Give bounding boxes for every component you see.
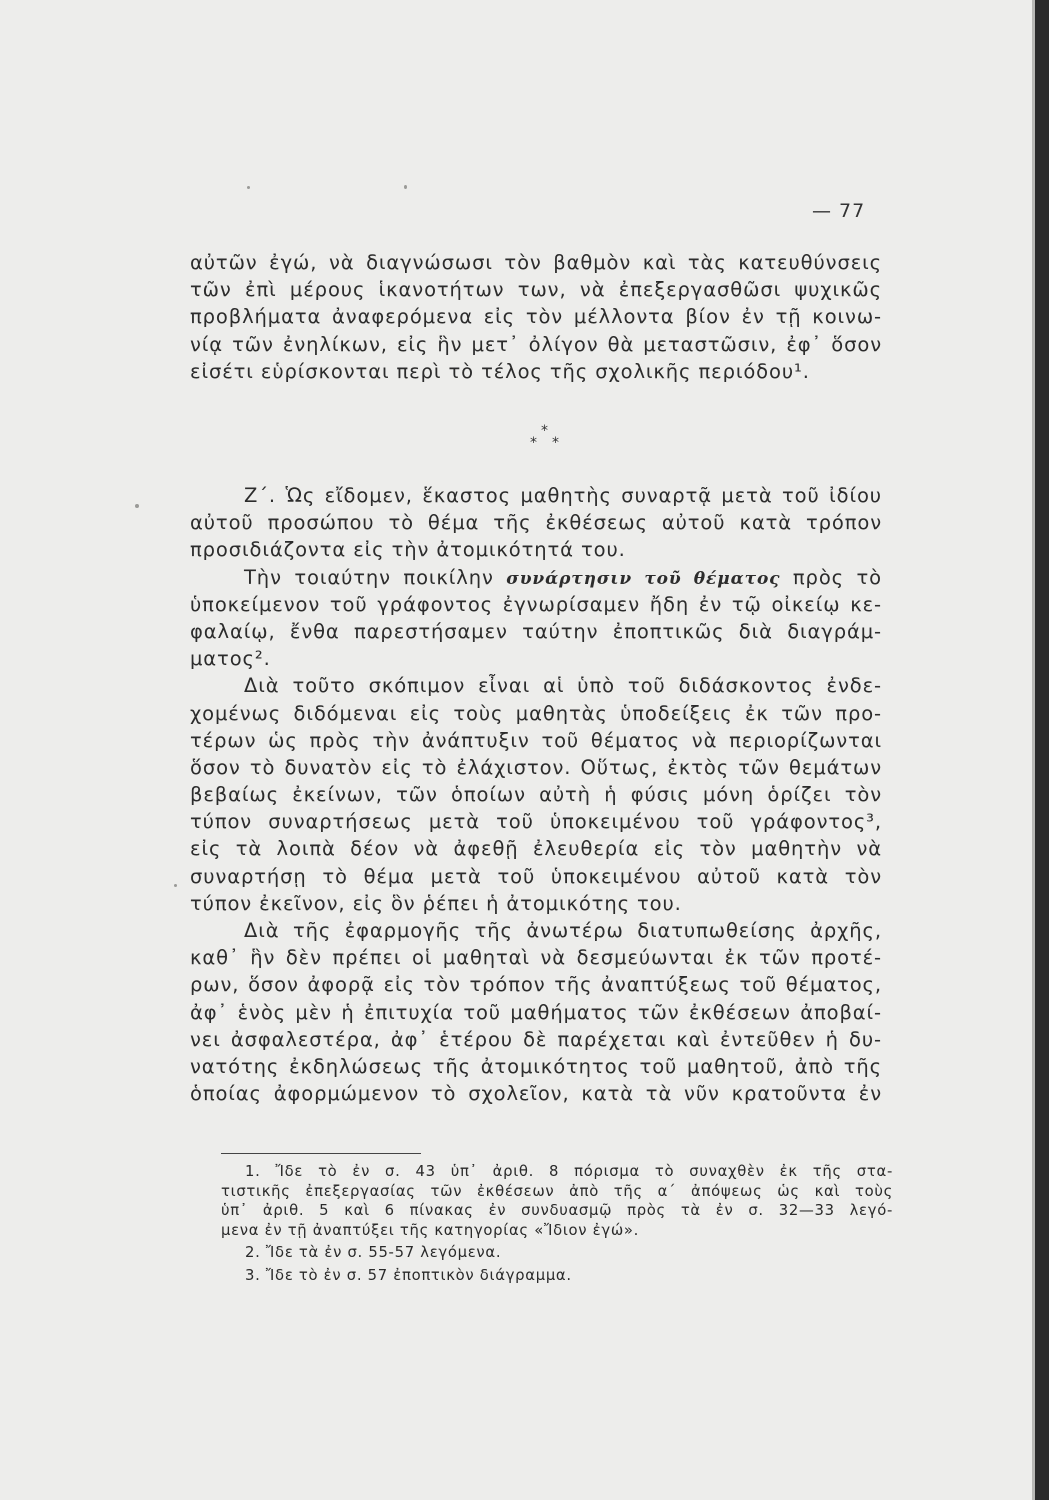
text-line: χομένως διδόμεναι εἰς τοὺς μαθητὰς ὑποδείξεις ἐκ τῶν προ- [190,701,882,725]
text-line: αὐτοῦ προσώπου τὸ θέμα τῆς ἐκθέσεως αὐτοῦ κατὰ τρόπον [190,511,882,535]
text-line: νει ἀσφαλεστέρα, ἀφ᾿ ἑτέρου δὲ παρέχεται καὶ ἐντεῦθεν ἡ δυ- [190,1027,882,1051]
text-line: τέρων ὡς πρὸς τὴν ἀνάπτυξιν τοῦ θέματος νὰ περιορίζωνται [190,728,882,752]
text-line: καθ᾿ ἣν δὲν πρέπει οἱ μαθηταὶ νὰ δεσμεύωνται ἐκ τῶν προτέ- [190,946,882,970]
text-line: εἰσέτι εὑρίσκονται περὶ τὸ τέλος τῆς σχολικῆς περιόδου¹. [190,359,810,383]
text-line: ματος². [190,647,271,671]
text-line: αὐτῶν ἐγώ, νὰ διαγνώσωσι τὸν βαθμὸν καὶ τὰς κατευθύνσεις [190,251,882,274]
asterism-star: * [541,423,548,439]
text-line: συναρτήσῃ τὸ θέμα μετὰ τοῦ ὑποκειμένου αὐτοῦ κατὰ τὸν [190,864,882,888]
section-z [190,482,882,1107]
text-line: Ζ΄. Ὡς εἴδομεν, ἕκαστος μαθητὴς συναρτᾷ μετὰ τοῦ ἰδίου [244,484,882,507]
text-line: εἰς τὰ λοιπὰ δέον νὰ ἀφεθῇ ἐλευθερία εἰς τὸν μαθητὴν νὰ [190,837,882,861]
text-line: προβλήματα ἀναφερόμενα εἰς τὸν μέλλοντα βίον ἐν τῇ κοινω- [190,305,882,329]
text-line: τύπον συναρτήσεως μετὰ τοῦ ὑποκειμένου τοῦ γράφοντος³, [190,810,882,834]
asterism-divider [528,423,568,459]
text-line: ὑποκείμενον τοῦ γράφοντος ἐγνωρίσαμεν ἤδη ἐν τῷ οἰκείῳ κε- [190,592,882,616]
text-line: ὅσον τὸ δυνατὸν εἰς τὸ ἐλάχιστον. Οὕτως, ἐκτὸς τῶν θεμάτων [190,755,882,779]
text-line: προσιδιάζοντα εἰς τὴν ἀτομικότητά του. [190,538,626,562]
asterism-star: * [552,435,559,451]
footnote-line: μενα ἐν τῇ ἀναπτύξει τῆς κατηγορίας «Ἴδιον ἐγώ». [221,1221,640,1239]
text-line: ἀφ᾿ ἑνὸς μὲν ἡ ἐπιτυχία τοῦ μαθήματος τῶν ἐκθέσεων ἀποβαί- [190,1000,882,1024]
text-line: νατότης ἐκδηλώσεως τῆς ἀτομικότητος τοῦ μαθητοῦ, ἀπὸ τῆς [190,1054,882,1078]
footnote-line: ὑπ᾿ ἀριθ. 5 καὶ 6 πίνακας ἐν συνδυασμῷ πρὸς τὰ ἐν σ. 32—33 λεγό- [221,1202,893,1219]
footnote-line: τιστικῆς ἐπεξεργασίας τῶν ἐκθέσεων ἀπὸ τῆς α΄ ἀπόψεως ὡς καὶ τοὺς [221,1182,893,1200]
scan-speck [404,185,407,189]
text-line: ρων, ὅσον ἀφορᾷ εἰς τὸν τρόπον τῆς ἀναπτύξεως τοῦ θέματος, [190,973,882,997]
text-line: ὁποίας ἀφορμώμενον τὸ σχολεῖον, κατὰ τὰ νῦν κρατοῦντα ἐν [190,1082,882,1106]
text-line: Διὰ τοῦτο σκόπιμον εἶναι αἱ ὑπὸ τοῦ διδάσκοντος ἐνδε- [244,674,882,698]
footnotes [221,1162,893,1285]
text-line: τύπον ἐκεῖνον, εἰς ὃν ῥέπει ἡ ἀτομικότης του. [190,891,682,915]
footnote-line: 1. Ἴδε τὸ ἐν σ. 43 ὑπ᾿ ἀριθ. 8 πόρισμα τὸ συναχθὲν ἐκ τῆς στα- [245,1163,893,1180]
footnote-3: 3. Ἴδε τὸ ἐν σ. 57 ἐποπτικὸν διάγραμμα. [245,1266,572,1284]
text-line: φαλαίῳ, ἔνθα παρεστήσαμεν ταύτην ἐποπτικῶς διὰ διαγράμ- [190,619,882,643]
text-run: πρὸς τὸ [792,565,882,589]
text-line: τῶν ἐπὶ μέρους ἱκανοτήτων των, νὰ ἐπεξεργασθῶσι ψυχικῶς [190,278,882,302]
scan-speck [247,186,250,189]
footnote-2: 2. Ἴδε τὰ ἐν σ. 55-57 λεγόμενα. [245,1244,502,1261]
text-line: Διὰ τῆς ἐφαρμογῆς τῆς ἀνωτέρω διατυπωθείσης ἀρχῆς, [244,919,882,942]
emphasized-term: συνάρτησιν τοῦ θέματος [506,568,781,589]
footnote-rule [221,1153,421,1154]
paragraph-1 [190,249,882,385]
scan-speck [135,504,139,508]
page-number: — 77 [812,200,866,222]
scan-border [1035,0,1049,1500]
text-line [190,564,882,591]
text-line: βεβαίως ἐκείνων, τῶν ὁποίων αὐτὴ ἡ φύσις μόνη ὁρίζει τὸν [190,783,882,807]
asterism-star: * [530,435,537,451]
text-line: νίᾳ τῶν ἐνηλίκων, εἰς ἣν μετ᾿ ὀλίγον θὰ μεταστῶσιν, ἐφ᾿ ὅσον [190,332,882,356]
scan-speck [174,884,177,887]
text-run: Τὴν τοιαύτην ποικίλην [244,565,494,589]
